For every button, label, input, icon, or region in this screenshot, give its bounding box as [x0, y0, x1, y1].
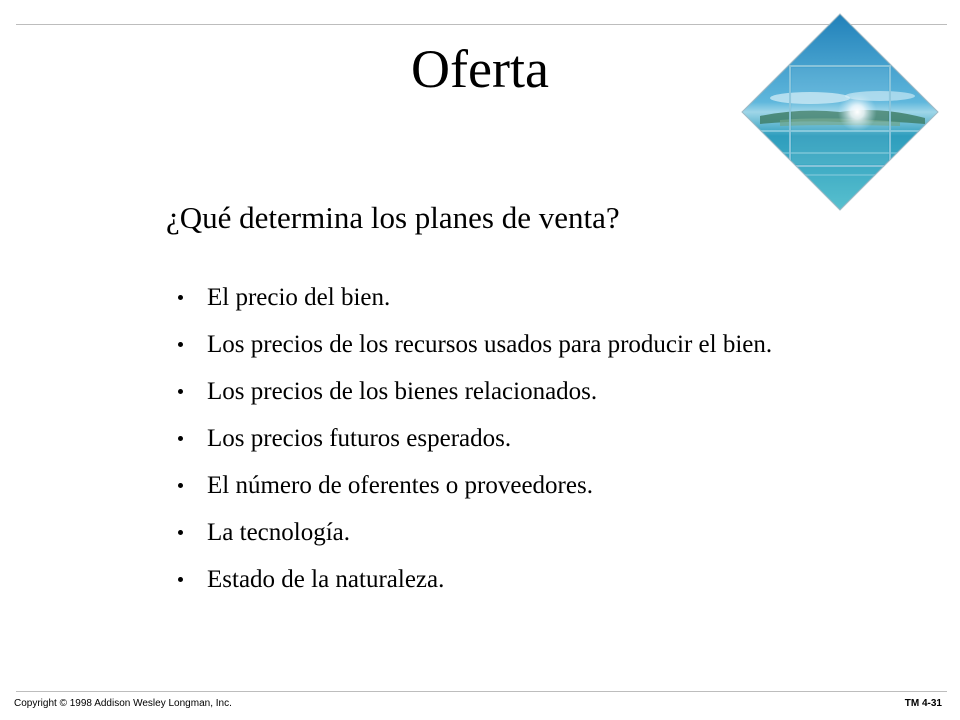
copyright-notice: Copyright © 1998 Addison Wesley Longman, Inc. — [14, 698, 232, 709]
bullet-icon — [178, 295, 183, 300]
bullet-icon — [178, 389, 183, 394]
slide-number: TM 4-31 — [904, 698, 942, 709]
bullet-item — [178, 564, 868, 595]
bullet-icon — [178, 342, 183, 347]
bullet-text: Los precios de los bienes relacionados. — [207, 378, 598, 405]
bullet-item — [178, 282, 868, 313]
bullet-icon — [178, 483, 183, 488]
bullet-icon — [178, 530, 183, 535]
bullet-text: Los precios de los recursos usados para producir el bien. — [207, 331, 773, 358]
bullet-item — [178, 470, 868, 501]
bullet-text: El número de oferentes o proveedores. — [207, 472, 593, 499]
bullet-item — [178, 329, 868, 360]
bullet-icon — [178, 577, 183, 582]
bullet-icon — [178, 436, 183, 441]
bottom-divider — [16, 691, 947, 692]
bullet-item — [178, 376, 868, 407]
bullet-text: El precio del bien. — [207, 284, 391, 311]
slide-title: Oferta — [411, 39, 549, 99]
slide-question: ¿Qué determina los planes de venta? — [166, 200, 620, 235]
bullet-text: Los precios futuros esperados. — [207, 425, 512, 452]
ocean-diamond-image — [740, 12, 940, 212]
bullet-list — [178, 282, 868, 611]
bullet-text: Estado de la naturaleza. — [207, 566, 445, 593]
bullet-item — [178, 423, 868, 454]
bullet-item — [178, 517, 868, 548]
bullet-text: La tecnología. — [207, 519, 350, 546]
